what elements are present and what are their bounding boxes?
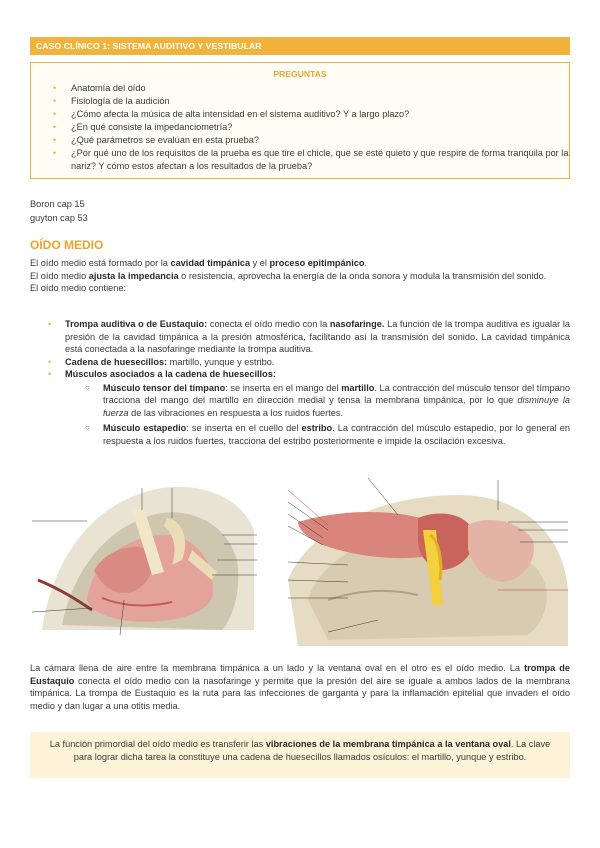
bold-term: nasofaringe. [329, 319, 385, 329]
intro-line-1 [30, 257, 570, 270]
middle-ear-section-illustration [268, 470, 570, 646]
text-span: o resistencia, aprovecha la energía de la onda sonora y modula la transmisión del sonido. [178, 270, 547, 281]
section-title: OÍDO MEDIO [30, 238, 104, 252]
questions-list [53, 82, 569, 173]
text-span: conecta el oído medio con la [207, 319, 330, 329]
text-span: . [364, 258, 368, 268]
callout-box [30, 732, 570, 778]
bold-term: cavidad timpánica [170, 258, 251, 268]
ossicles-illustration [32, 480, 257, 638]
text-span: y el [250, 258, 270, 268]
reference-line: Boron cap 15 [30, 199, 85, 209]
text-span: . La clave para lograr dicha tarea la constituye una cadena de huesecillos llamados osículos: el martillo, yunque y estribo. [73, 739, 551, 762]
text-span: de las vibraciones en respuesta a los ruidos fuertes. [128, 407, 344, 418]
text-span: . La contracción del músculo tensor del tímpano tracciona del mango del martillo en dirección medial y tensa la membrana timpánica, por lo que [103, 382, 570, 405]
list-item [48, 318, 570, 356]
bold-term: vibraciones de la membrana timpánica a la ventana oval [265, 739, 511, 749]
bold-term: Músculo tensor del tímpano [103, 382, 226, 393]
question-item: • ¿Cómo afecta la música de alta intensidad en el sistema auditivo? Y a largo plazo? [53, 108, 569, 121]
contents-list [48, 318, 570, 450]
bold-term: martillo [341, 382, 375, 393]
intro-line-3: El oído medio contiene: [30, 283, 127, 293]
question-item: • Fisiología de la audición [53, 95, 569, 108]
bold-term: estribo [301, 423, 333, 433]
body-paragraph [30, 662, 570, 712]
text-span: La función primordial del oído medio es transferir las [49, 739, 266, 749]
sublist-item [85, 382, 570, 420]
bold-term: Músculos asociados a la cadena de huesecillos: [65, 369, 276, 379]
questions-box [30, 62, 570, 179]
question-item: • ¿En qué consiste la impedanciometría? [53, 121, 569, 134]
text-span: conecta el oído medio con la nasofaringe y permite que la presión del aire se iguale a ambos lados de la membrana timpánica. La trompa de Eustaquio es la ruta para las infecciones de garganta y para la inflamación epitelial que invaden el oído medio y dan lugar a una otitis media. [30, 675, 570, 711]
sublist-item [85, 422, 570, 447]
question-item: • Anatomía del oído [53, 82, 569, 95]
questions-title: PREGUNTAS [273, 69, 327, 79]
intro-text [30, 257, 570, 295]
question-item: • ¿Por qué uno de los requisitos de la prueba es que tire el chicle, que se esté quieto y que respire de forma tranquila por la nariz? Y cómo estos afectan a los resultados de la prueba? [53, 147, 569, 173]
text-span: La cámara llena de aire entre la membrana timpánica a un lado y la ventana oval en el otro es el oído medio. La [30, 663, 525, 673]
bold-term: ajusta la impedancia [88, 270, 179, 281]
banner-title: CASO CLÍNICO 1: SISTEMA AUDITIVO Y VESTIBULAR [36, 41, 262, 51]
text-span: El oído medio [30, 270, 89, 281]
text-span: El oído medio está formado por la [30, 258, 171, 268]
reference-line: guyton cap 53 [30, 213, 88, 223]
references [30, 197, 88, 225]
bold-term: trompa de Eustaquio [30, 663, 570, 686]
list-item [48, 356, 570, 369]
text-span: : se inserta en el mango del [225, 382, 342, 393]
text-span: . La contracción del músculo estapedio, por lo general en respuesta a los ruidos fuertes, tracciona del estribo posteriormente e impide la oscilación excesiva. [103, 423, 570, 446]
bold-term: Músculo estapedio [103, 423, 187, 433]
bold-term: proceso epitimpánico [269, 258, 365, 268]
text-span: La función de la trompa auditiva es igualar la presión de la cavidad timpánica a la presión atmosférica, facilitando así la transmisión del sonido. La cavidad timpánica está conectada a la nasofaringe mediante la trompa auditiva. [65, 319, 570, 354]
title-banner [30, 37, 570, 55]
text-span: : se inserta en el cuello del [186, 423, 302, 433]
text-span: martillo, yunque y estribo. [167, 356, 275, 367]
question-item: • ¿Qué parámetros se evalúan en esta prueba? [53, 134, 569, 147]
bold-term: Trompa auditiva o de Eustaquio: [65, 319, 208, 329]
intro-line-2 [30, 270, 570, 283]
italic-term: disminuye la fuerza [103, 395, 570, 418]
muscles-sublist [85, 382, 570, 448]
list-item [48, 368, 570, 447]
bold-term: Cadena de huesecillos: [65, 356, 168, 367]
